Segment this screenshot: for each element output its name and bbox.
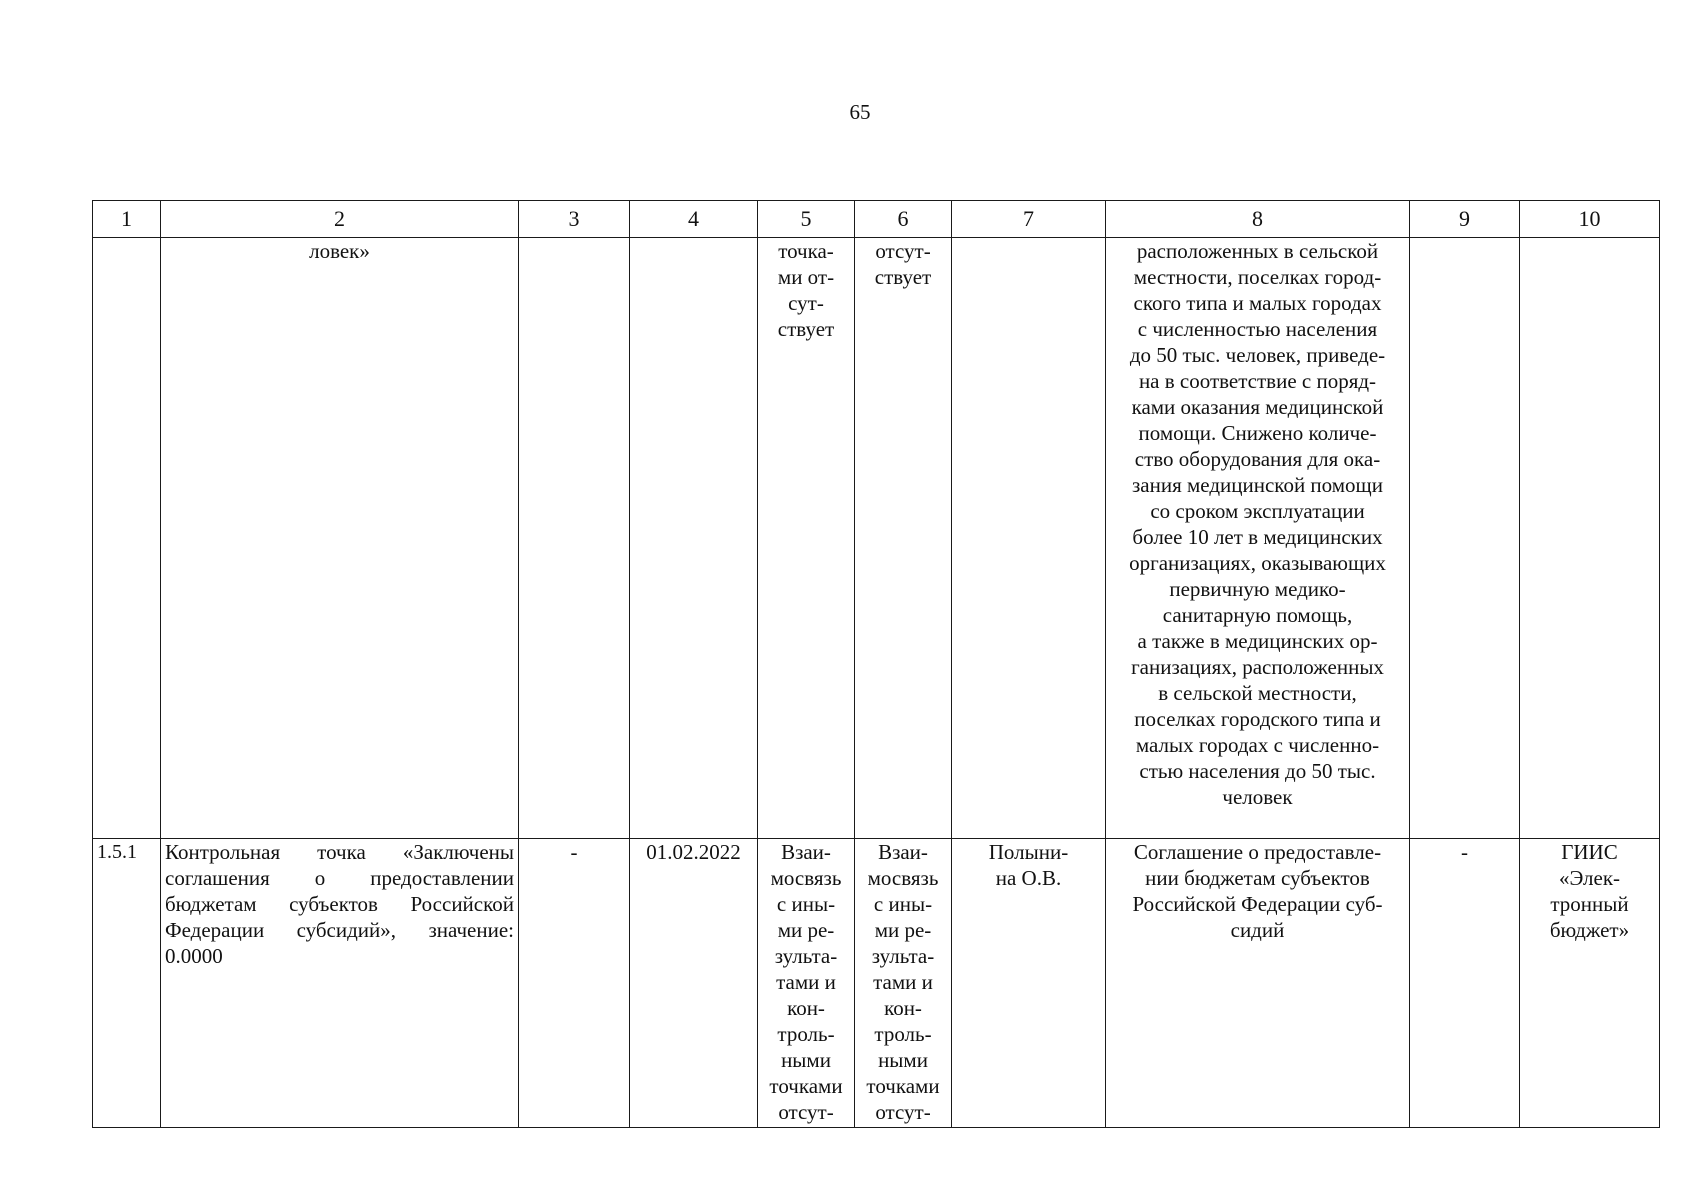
- cell-responsible: Полыни- на О.В.: [952, 839, 1106, 1128]
- cell-system: ГИИС «Элек- тронный бюджет»: [1520, 839, 1660, 1128]
- table-row: [93, 839, 1660, 1128]
- column-header: 7: [952, 201, 1106, 238]
- cell-number: [93, 238, 161, 839]
- cell-name: Контрольная точка «Заключены соглашения о предоставлении бюджетам субъектов Российской Федерации субсидий», значение: 0.0000: [161, 839, 519, 1128]
- column-header: 3: [519, 201, 630, 238]
- cell-name: ловек»: [161, 238, 519, 839]
- column-header: 8: [1106, 201, 1410, 238]
- column-header: 6: [855, 201, 952, 238]
- cell-system: [1520, 238, 1660, 839]
- cell-link-6: отсут- ствует: [855, 238, 952, 839]
- cell-level: -: [1410, 839, 1520, 1128]
- cell-date: [630, 238, 758, 839]
- cell-responsible: [952, 238, 1106, 839]
- table-row: [93, 238, 1660, 839]
- cell-link-5: Взаи- мосвязь с ины- ми ре- зульта- тами и кон- троль- ными точками отсут-: [758, 839, 855, 1128]
- column-header: 9: [1410, 201, 1520, 238]
- cell-predecessor: [519, 238, 630, 839]
- cell-result: расположенных в сельской местности, поселках город- ского типа и малых городах с численностью населения до 50 тыс. человек, приведе- на в соответствие с поряд- ками оказания медицинской помощи. Снижено количе- ство оборудования для ока- зания медицинской помощи со сроком эксплуатации более 10 лет в медицинских организациях, оказывающих первичную медико- санитарную помощь, а также в медицинских ор- ганизациях, расположенных в сельской местности, поселках городского типа и малых городах с численно- стью населения до 50 тыс. человек: [1106, 238, 1410, 839]
- cell-result: Соглашение о предоставле- нии бюджетам субъектов Российской Федерации суб- сидий: [1106, 839, 1410, 1128]
- cell-link-6: Взаи- мосвязь с ины- ми ре- зульта- тами и кон- троль- ными точками отсут-: [855, 839, 952, 1128]
- table-header-row: [93, 201, 1660, 238]
- cell-level: [1410, 238, 1520, 839]
- cell-link-5: точка- ми от- сут- ствует: [758, 238, 855, 839]
- cell-number: 1.5.1: [93, 839, 161, 1128]
- page-number: 65: [849, 100, 871, 124]
- cell-date: 01.02.2022: [630, 839, 758, 1128]
- column-header: 4: [630, 201, 758, 238]
- column-header: 5: [758, 201, 855, 238]
- cell-predecessor: -: [519, 839, 630, 1128]
- column-header: 1: [93, 201, 161, 238]
- data-table: [92, 200, 1660, 1128]
- column-header: 10: [1520, 201, 1660, 238]
- column-header: 2: [161, 201, 519, 238]
